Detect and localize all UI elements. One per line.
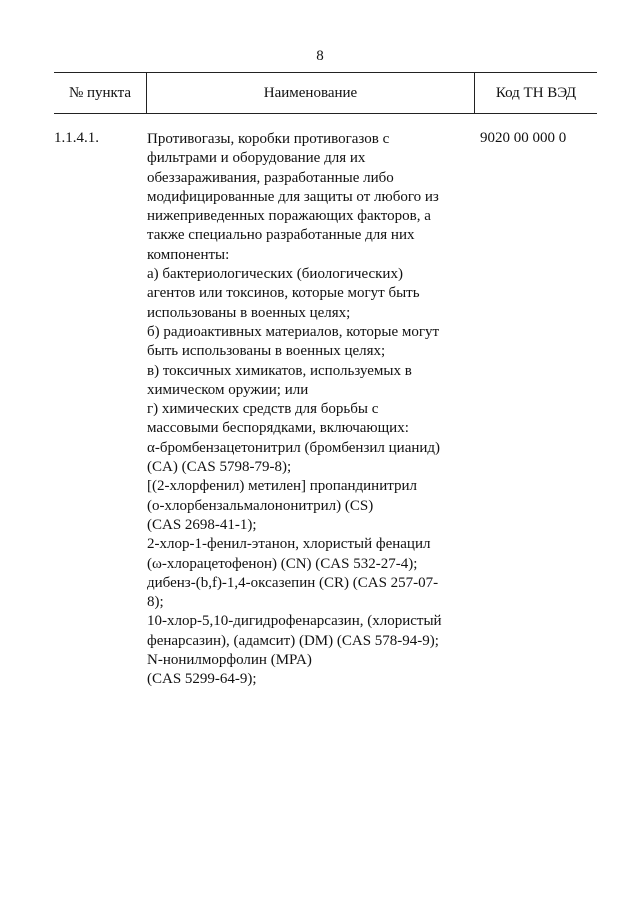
description-line: б) радиоактивных материалов, которые могут [147, 323, 440, 340]
description-line: быть использованы в военных целях; [147, 343, 386, 360]
description-line: обеззараживания, разработанные либо [147, 169, 394, 186]
description-line: (о-хлорбензальмалононитрил) (CS) [147, 497, 374, 514]
header-name: Наименование [263, 85, 358, 101]
description-line: α-бромбензацетонитрил (бромбензил цианид) [147, 439, 441, 456]
description-line: 8); [147, 594, 164, 611]
description-line: модифицированные для защиты от любого из [147, 188, 439, 205]
description-line: дибенз-(b,f)-1,4-оксазепин (CR) (CAS 257-07- [147, 574, 439, 591]
row-code: 9020 00 000 0 [480, 130, 567, 146]
description-line: (ω-хлорацетофенон) (CN) (CAS 532-27-4); [147, 555, 418, 572]
table-header [54, 72, 597, 114]
description-line: фенарсазин), (адамсит) (DM) (CAS 578-94-9); [147, 632, 439, 649]
header-item-number: № пункта [68, 85, 132, 101]
description-line: нижеприведенных поражающих факторов, а [147, 208, 431, 225]
description-line: [(2-хлорфенил) метилен] пропандинитрил [147, 478, 417, 495]
description-line: (CAS 2698-41-1); [147, 516, 257, 533]
description-line: компоненты: [147, 246, 230, 263]
description-line: 10-хлор-5,10-дигидрофенарсазин, (хлористый [147, 613, 442, 630]
description-line: фильтрами и оборудование для их [147, 150, 366, 167]
description-line: г) химических средств для борьбы с [147, 401, 379, 418]
description-line: агентов или токсинов, которые могут быть [147, 285, 420, 302]
description-line: в) токсичных химикатов, используемых в [147, 362, 412, 379]
header-code: Код ТН ВЭД [495, 85, 577, 101]
description-line: (CAS 5299-64-9); [147, 671, 257, 688]
page-number: 8 [316, 48, 324, 64]
description-line: использованы в военных целях; [147, 304, 351, 321]
description-line: (CA) (CAS 5798-79-8); [147, 459, 292, 476]
description-line: массовыми беспорядками, включающих: [147, 420, 409, 437]
row-item-number: 1.1.4.1. [54, 130, 99, 146]
description-line: 2-хлор-1-фенил-этанон, хлористый фенацил [147, 536, 431, 553]
description-line: также специально разработанные для них [147, 227, 415, 244]
row-description [147, 130, 477, 690]
description-line: химическом оружии; или [147, 381, 309, 398]
description-line: а) бактериологических (биологических) [147, 266, 403, 283]
description-line: N-нонилморфолин (MPA) [147, 652, 312, 669]
description-line: Противогазы, коробки противогазов с [147, 131, 390, 147]
